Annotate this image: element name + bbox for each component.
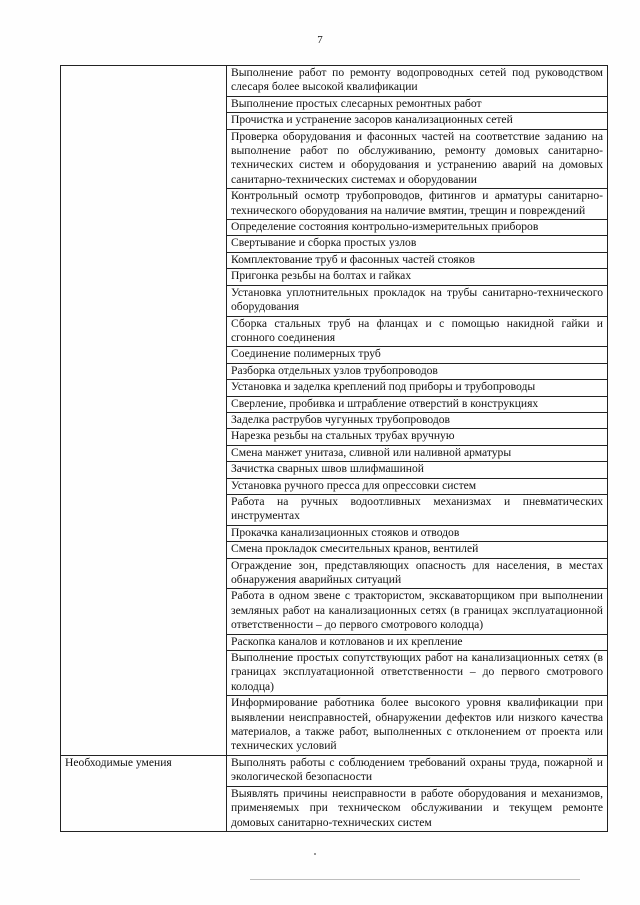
row-label bbox=[61, 66, 227, 756]
table-row bbox=[61, 66, 608, 97]
requirement-item: Работа в одном звене с трактористом, экскаваторщиком при выполнении земляных работ на канализационных сетях (в границах эксплуатационной ответственности – до первого смотрового колодца) bbox=[227, 589, 608, 634]
row-label: Необходимые умения bbox=[61, 755, 227, 831]
requirement-item: Выполнять работы с соблюдением требований охраны труда, пожарной и экологической безопасности bbox=[227, 755, 608, 786]
requirement-item: Установка и заделка креплений под приборы и трубопроводы bbox=[227, 380, 608, 396]
requirement-item: Контрольный осмотр трубопроводов, фитингов и арматуры санитарно-технического оборудования на наличие вмятин, трещин и повреждений bbox=[227, 189, 608, 220]
requirement-item: Прочистка и устранение засоров канализационных сетей bbox=[227, 113, 608, 129]
requirement-item: Выполнение простых слесарных ремонтных работ bbox=[227, 96, 608, 112]
requirement-item: Разборка отдельных узлов трубопроводов bbox=[227, 363, 608, 379]
requirement-item: Смена прокладок смесительных кранов, вентилей bbox=[227, 542, 608, 558]
requirement-item: Заделка раструбов чугунных трубопроводов bbox=[227, 412, 608, 428]
requirement-item: Информирование работника более высокого уровня квалификации при выявлении неисправностей, обнаружении дефектов или низкого качества материалов, а также работ, выполненных с отклонением от проекта или технических условий bbox=[227, 696, 608, 756]
specification-table bbox=[60, 65, 608, 832]
requirement-item: Прокачка канализационных стояков и отводов bbox=[227, 525, 608, 541]
requirement-item: Комплектование труб и фасонных частей стояков bbox=[227, 252, 608, 268]
requirement-item: Выполнение простых сопутствующих работ на канализационных сетях (в границах эксплуатационной ответственности – до первого смотрового колодца) bbox=[227, 651, 608, 696]
requirement-item: Выполнение работ по ремонту водопроводных сетей под руководством слесаря более высокой квалификации bbox=[227, 66, 608, 97]
requirement-item: Ограждение зон, представляющих опасность для населения, в местах обнаружения аварийных ситуаций bbox=[227, 558, 608, 589]
requirement-item: Установка уплотнительных прокладок на трубы санитарно-технического оборудования bbox=[227, 285, 608, 316]
requirement-item: Зачистка сварных швов шлифмашиной bbox=[227, 462, 608, 478]
scan-bottom-line bbox=[250, 879, 580, 880]
requirement-item: Проверка оборудования и фасонных частей на соответствие заданию на выполнение работ по обслуживанию, ремонту домовых санитарно-технических систем и оборудования и устранению аварий на домовых санитарно-технических системах и оборудовании bbox=[227, 129, 608, 189]
page-number: 7 bbox=[317, 34, 323, 46]
requirement-item: Сборка стальных труб на фланцах и с помощью накидной гайки и сгонного соединения bbox=[227, 316, 608, 347]
requirement-item: Раскопка каналов и котлованов и их крепление bbox=[227, 634, 608, 650]
requirement-item: Свертывание и сборка простых узлов bbox=[227, 236, 608, 252]
requirement-item: Выявлять причины неисправности в работе оборудования и механизмов, применяемых при техническом обслуживании и текущем ремонте домовых санитарно-технических систем bbox=[227, 786, 608, 831]
scan-speck bbox=[314, 853, 316, 855]
requirement-item: Нарезка резьбы на стальных трубах вручную bbox=[227, 429, 608, 445]
requirement-item: Пригонка резьбы на болтах и гайках bbox=[227, 269, 608, 285]
requirement-item: Смена манжет унитаза, сливной или наливной арматуры bbox=[227, 445, 608, 461]
requirement-item: Установка ручного пресса для опрессовки систем bbox=[227, 478, 608, 494]
table-row bbox=[61, 755, 608, 786]
requirement-item: Работа на ручных водоотливных механизмах и пневматических инструментах bbox=[227, 494, 608, 525]
requirement-item: Соединение полимерных труб bbox=[227, 347, 608, 363]
requirement-item: Определение состояния контрольно-измерительных приборов bbox=[227, 220, 608, 236]
requirement-item: Сверление, пробивка и штрабление отверстий в конструкциях bbox=[227, 396, 608, 412]
